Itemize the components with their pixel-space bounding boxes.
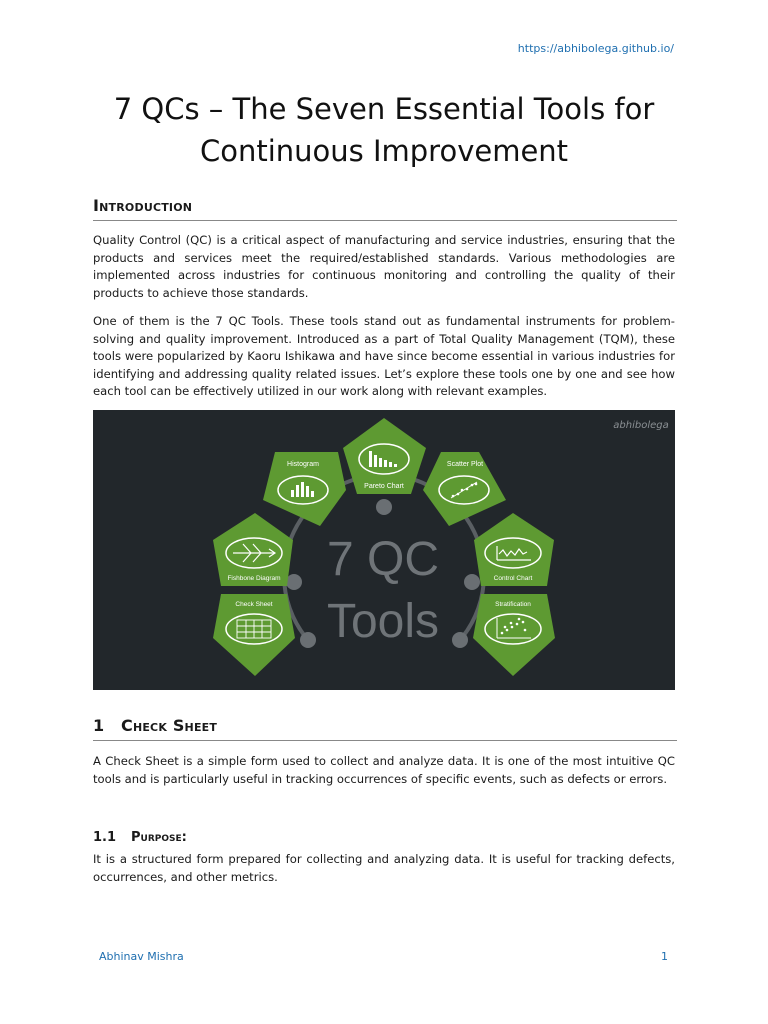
- section-1-heading-text: Check Sheet: [121, 716, 218, 735]
- control-chart-label: Control Chart: [493, 575, 533, 582]
- section-1-heading: [93, 716, 677, 741]
- introduction-heading-text: Introduction: [93, 196, 193, 215]
- figure-graphic: [93, 410, 675, 690]
- section-1-paragraph: A Check Sheet is a simple form used to collect and analyze data. It is one of the most intuitive QC tools and is particularly useful in tracking occurrences of specific events, such as defects or errors.: [93, 754, 675, 786]
- arc-node: [452, 632, 468, 648]
- title-line-1: 7 QCs – The Seven Essential Tools for: [113, 92, 655, 126]
- arc-node: [286, 574, 302, 590]
- footer-author: Abhinav Mishra: [99, 950, 184, 963]
- histogram-label: Histogram: [287, 461, 319, 468]
- section-1-1-heading: [93, 830, 187, 845]
- scatter-label: Scatter Plot: [446, 461, 484, 468]
- histogram-tool: [263, 452, 346, 526]
- center-text-line-2: Tools: [326, 595, 440, 648]
- arc-node: [464, 574, 480, 590]
- title-line-2: Continuous Improvement: [199, 134, 569, 168]
- section-1-1-number: 1.1: [93, 830, 117, 845]
- scatter-tool: [423, 452, 506, 526]
- section-1-1-paragraph: It is a structured form prepared for collecting and analyzing data. It is useful for tracking defects, occurrences, and other metrics.: [93, 852, 675, 884]
- header-url[interactable]: https://abhibolega.github.io/: [517, 42, 674, 55]
- stratification-tool: [473, 594, 555, 676]
- pareto-label: Pareto Chart: [364, 483, 404, 490]
- watermark-text: abhibolega: [613, 420, 669, 431]
- footer-page-number: 1: [661, 950, 668, 963]
- check-sheet-label: Check Sheet: [235, 601, 273, 608]
- introduction-heading: [93, 196, 677, 221]
- center-text-line-1: 7 QC: [326, 533, 440, 586]
- intro-paragraph-1: Quality Control (QC) is a critical aspect of manufacturing and service industries, ensuring that the products and services meet the required/established standards. Various methodologies are implemented across industries for continuous monitoring and controlling the quality of their products to achieve those standards.: [93, 233, 675, 300]
- seven-qc-tools-figure: [93, 410, 675, 690]
- intro-paragraph-2: One of them is the 7 QC Tools. These tools stand out as fundamental instruments for problem-solving and quality improvement. Introduced as a part of Total Quality Management (TQM), these tools were popularized by Kaoru Ishikawa and have since become essential in various industries for identifying and addressing quality related issues. Let’s explore these tools one by one and see how each tool can be effectively utilized in our work along with relevant examples.: [93, 314, 675, 399]
- section-1-1-heading-text: Purpose:: [131, 830, 187, 845]
- arc-node: [376, 499, 392, 515]
- fishbone-label: Fishbone Diagram: [227, 575, 281, 582]
- check-sheet-tool: [213, 594, 295, 676]
- page-title: [0, 88, 768, 172]
- section-1-number: 1: [93, 716, 105, 735]
- fishbone-tool: [213, 513, 293, 586]
- arc-node: [300, 632, 316, 648]
- stratification-label: Stratification: [495, 601, 531, 608]
- pareto-tool: [343, 418, 426, 494]
- control-chart-tool: [474, 513, 554, 586]
